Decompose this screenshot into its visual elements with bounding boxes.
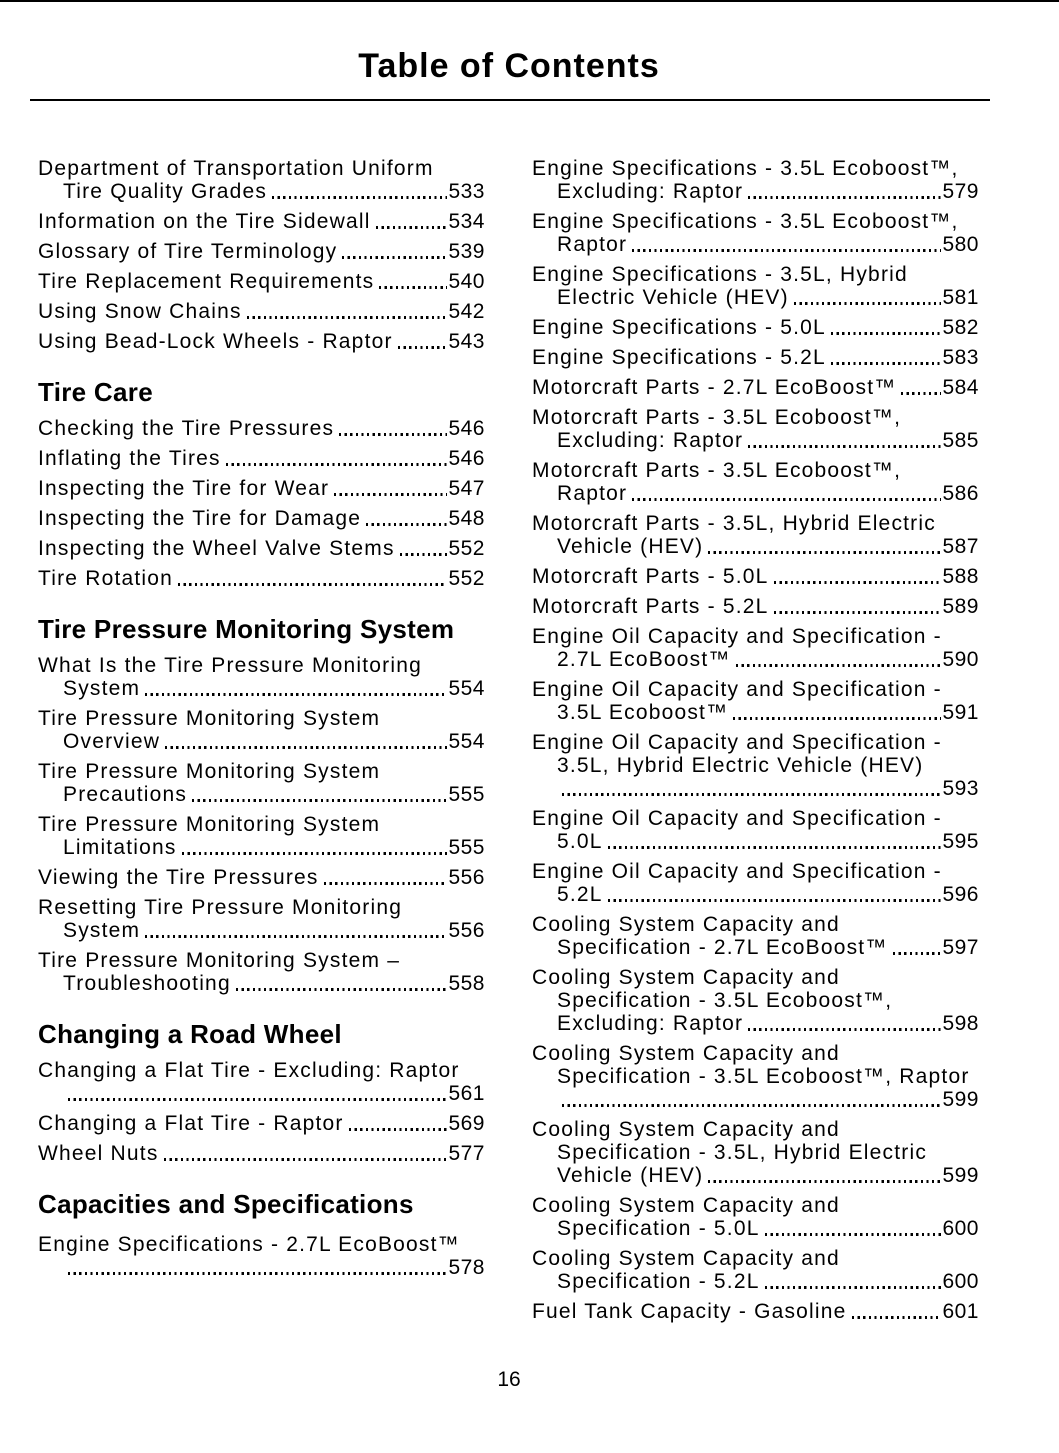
toc-entry-line (38, 567, 485, 590)
dot-leader (366, 523, 447, 526)
toc-entry[interactable] (38, 1059, 485, 1105)
toc-entry-line (532, 1270, 979, 1293)
toc-entry-line (532, 1217, 979, 1240)
dot-leader (334, 493, 447, 496)
dot-leader (272, 196, 447, 199)
toc-entry-title: Raptor (557, 482, 628, 505)
toc-entry-line (532, 316, 979, 339)
toc-entry-line (532, 883, 979, 906)
dot-leader (901, 392, 941, 395)
toc-entry-line (532, 535, 979, 558)
dot-leader (632, 249, 941, 252)
toc-entry[interactable] (532, 625, 979, 671)
toc-entry-page: 552 (448, 537, 485, 560)
toc-entry[interactable] (38, 240, 485, 263)
toc-entry-line (532, 429, 979, 452)
toc-entry-page: 569 (448, 1112, 485, 1135)
dot-leader (852, 1316, 942, 1319)
toc-entry-line (532, 482, 979, 505)
toc-entry[interactable] (38, 157, 485, 203)
toc-entry[interactable] (38, 507, 485, 530)
toc-entry-line (38, 537, 485, 560)
toc-entry-list (38, 1059, 485, 1165)
toc-entry[interactable] (532, 157, 979, 203)
toc-entry-line: Motorcraft Parts - 3.5L Ecoboost™, (532, 406, 902, 429)
toc-entry-line: Engine Specifications - 3.5L Ecoboost™, (532, 210, 959, 233)
toc-entry-title: Changing a Flat Tire - Raptor (38, 1112, 344, 1135)
dot-leader (562, 793, 941, 796)
toc-entry[interactable] (38, 1233, 485, 1279)
toc-entry-line: Resetting Tire Pressure Monitoring (38, 896, 403, 919)
toc-entry-line: Motorcraft Parts - 3.5L, Hybrid Electric (532, 512, 936, 535)
toc-entry[interactable] (38, 654, 485, 700)
dot-leader (178, 583, 447, 586)
toc-entry-line (532, 286, 979, 309)
toc-entry-page: 546 (448, 447, 485, 470)
toc-entry-title: Tire Quality Grades (63, 180, 268, 203)
dot-leader (608, 899, 942, 902)
toc-entry-title: Checking the Tire Pressures (38, 417, 335, 440)
toc-entry-line (532, 233, 979, 256)
toc-entry[interactable] (532, 316, 979, 339)
toc-entry[interactable] (532, 1300, 979, 1323)
toc-entry-line (38, 866, 485, 889)
dot-leader (379, 286, 447, 289)
toc-entry-line: Tire Pressure Monitoring System (38, 707, 381, 730)
toc-entry-list (38, 417, 485, 590)
toc-entry[interactable] (38, 949, 485, 995)
toc-entry[interactable] (532, 1042, 979, 1111)
toc-entry[interactable] (38, 1112, 485, 1135)
toc-entry-line (532, 346, 979, 369)
toc-entry-page: 584 (942, 376, 979, 399)
toc-entry-line (38, 1082, 485, 1105)
toc-entry[interactable] (532, 1247, 979, 1293)
toc-entry-title: Raptor (557, 233, 628, 256)
toc-entry-page: 595 (942, 830, 979, 853)
toc-entry-title: Glossary of Tire Terminology (38, 240, 338, 263)
toc-entry-title: 2.7L EcoBoost™ (557, 648, 731, 671)
toc-entry-title: Tire Rotation (38, 567, 174, 590)
title-divider (30, 99, 990, 101)
toc-entry[interactable] (532, 210, 979, 256)
toc-entry-line: Engine Oil Capacity and Specification - (532, 807, 942, 830)
toc-entry-line: Engine Oil Capacity and Specification - (532, 860, 942, 883)
toc-entry-line: Cooling System Capacity and (532, 1042, 840, 1065)
toc-entry-line: Specification - 3.5L Ecoboost™, Raptor (557, 1065, 970, 1088)
toc-entry-line: Motorcraft Parts - 3.5L Ecoboost™, (532, 459, 902, 482)
toc-entry-title: Using Bead-Lock Wheels - Raptor (38, 330, 393, 353)
toc-entry-page: 591 (942, 701, 979, 724)
toc-entry[interactable] (38, 330, 485, 353)
toc-entry-line (38, 677, 485, 700)
toc-entry-title: Vehicle (HEV) (557, 535, 704, 558)
toc-entry-line: Tire Pressure Monitoring System (38, 760, 381, 783)
toc-entry-page: 582 (942, 316, 979, 339)
toc-entry-page: 599 (942, 1164, 979, 1187)
toc-entry-page: 590 (942, 648, 979, 671)
toc-entry-line (38, 1112, 485, 1135)
toc-entry-title: Motorcraft Parts - 5.0L (532, 565, 769, 588)
toc-entry-line: Cooling System Capacity and (532, 966, 840, 989)
dot-leader (165, 746, 447, 749)
dot-leader (736, 664, 942, 667)
toc-entry-line: Specification - 3.5L Ecoboost™, (557, 989, 893, 1012)
toc-entry-page: 542 (448, 300, 485, 323)
toc-entry-line: Engine Specifications - 2.7L EcoBoost™ (38, 1233, 460, 1256)
toc-entry-page: 597 (942, 936, 979, 959)
toc-entry-title: 5.2L (557, 883, 603, 906)
toc-entry-line (532, 376, 979, 399)
toc-entry[interactable] (38, 813, 485, 859)
toc-entry-title: Limitations (63, 836, 177, 859)
toc-entry-line (532, 565, 979, 588)
toc-entry[interactable] (38, 210, 485, 233)
dot-leader (748, 445, 941, 448)
toc-entry-page: 601 (942, 1300, 979, 1323)
toc-entry-line (38, 919, 485, 942)
toc-entry-line (38, 270, 485, 293)
toc-entry-title: Inspecting the Tire for Wear (38, 477, 330, 500)
toc-entry-page: 580 (942, 233, 979, 256)
toc-entry-page: 556 (448, 919, 485, 942)
toc-entry-title: System (63, 677, 141, 700)
toc-entry-list (38, 654, 485, 995)
dot-leader (182, 852, 448, 855)
toc-entry-line (38, 783, 485, 806)
dot-leader (831, 332, 942, 335)
toc-entry-list (38, 157, 485, 353)
toc-entry-title: Vehicle (HEV) (557, 1164, 704, 1187)
toc-entry-page: 588 (942, 565, 979, 588)
toc-entry-line: Specification - 3.5L, Hybrid Electric (557, 1141, 928, 1164)
section-heading: Capacities and Specifications (38, 1189, 414, 1219)
toc-entry-line: Engine Oil Capacity and Specification - (532, 731, 942, 754)
toc-entry-page: 586 (942, 482, 979, 505)
dot-leader (376, 226, 448, 229)
toc-entry-page: 546 (448, 417, 485, 440)
toc-entry-page: 577 (448, 1142, 485, 1165)
toc-entry-title: Excluding: Raptor (557, 1012, 744, 1035)
toc-column-2 (532, 157, 979, 1330)
toc-entry[interactable] (38, 537, 485, 560)
section-heading: Changing a Road Wheel (38, 1019, 342, 1049)
toc-entry-line: Cooling System Capacity and (532, 913, 840, 936)
dot-leader (68, 1098, 447, 1101)
dot-leader (400, 553, 448, 556)
toc-entry[interactable] (38, 477, 485, 500)
toc-entry-line (38, 1256, 485, 1279)
toc-entry-line (38, 477, 485, 500)
toc-entry-title: Viewing the Tire Pressures (38, 866, 319, 889)
toc-entry[interactable] (532, 459, 979, 505)
toc-entry-line (38, 972, 485, 995)
dot-leader (748, 1028, 941, 1031)
toc-entry-page: 555 (448, 783, 485, 806)
dot-leader (164, 1158, 448, 1161)
toc-entry-page: 552 (448, 567, 485, 590)
toc-entry[interactable] (532, 966, 979, 1035)
toc-entry-title: Excluding: Raptor (557, 429, 744, 452)
toc-entry[interactable] (532, 263, 979, 309)
section-heading: Tire Care (38, 377, 153, 407)
toc-entry-line (38, 507, 485, 530)
toc-entry[interactable] (532, 807, 979, 853)
dot-leader (765, 1233, 942, 1236)
toc-entry-line (532, 1164, 979, 1187)
toc-entry-title: Motorcraft Parts - 2.7L EcoBoost™ (532, 376, 897, 399)
toc-entry-title: Excluding: Raptor (557, 180, 744, 203)
section-heading: Tire Pressure Monitoring System (38, 614, 455, 644)
toc-entry-page: 547 (448, 477, 485, 500)
toc-entry-title: Specification - 5.2L (557, 1270, 760, 1293)
toc-column-1 (38, 157, 485, 1286)
toc-entry-page: 539 (448, 240, 485, 263)
toc-entry-page: 548 (448, 507, 485, 530)
page-number: 16 (497, 1368, 521, 1391)
toc-entry-page: 600 (942, 1270, 979, 1293)
toc-entry-line: Tire Pressure Monitoring System – (38, 949, 401, 972)
toc-entry-title: Fuel Tank Capacity - Gasoline (532, 1300, 847, 1323)
toc-entry[interactable] (532, 678, 979, 724)
toc-entry-line (532, 1088, 979, 1111)
toc-entry-page: 534 (448, 210, 485, 233)
dot-leader (349, 1128, 448, 1131)
toc-entry-title: 5.0L (557, 830, 603, 853)
toc-entry-line: Cooling System Capacity and (532, 1118, 840, 1141)
toc-entry-line (532, 701, 979, 724)
dot-leader (226, 463, 448, 466)
toc-entry-line: What Is the Tire Pressure Monitoring (38, 654, 422, 677)
toc-entry-page: 581 (942, 286, 979, 309)
toc-entry-line: Cooling System Capacity and (532, 1194, 840, 1217)
dot-leader (324, 882, 448, 885)
toc-entry-line: Engine Oil Capacity and Specification - (532, 625, 942, 648)
dot-leader (339, 433, 447, 436)
dot-leader (632, 498, 941, 501)
toc-page (0, 2, 1059, 1391)
toc-entry-page: 579 (942, 180, 979, 203)
toc-entry-page: 600 (942, 1217, 979, 1240)
toc-entry-page: 585 (942, 429, 979, 452)
toc-entry[interactable] (38, 300, 485, 323)
toc-entry[interactable] (532, 731, 979, 800)
dot-leader (342, 256, 447, 259)
toc-entry-line: Department of Transportation Uniform (38, 157, 434, 180)
toc-entry-page: 554 (448, 730, 485, 753)
toc-entry[interactable] (532, 512, 979, 558)
dot-leader (893, 952, 942, 955)
dot-leader (733, 717, 941, 720)
toc-columns (38, 157, 980, 1330)
toc-entry-line (532, 595, 979, 618)
toc-entry[interactable] (532, 1194, 979, 1240)
toc-entry-page: 558 (448, 972, 485, 995)
toc-entry-title: Electric Vehicle (HEV) (557, 286, 789, 309)
toc-entry-line (532, 1300, 979, 1323)
toc-entry[interactable] (532, 595, 979, 618)
toc-entry-title: Tire Replacement Requirements (38, 270, 375, 293)
toc-entry-line (38, 417, 485, 440)
toc-entry-line (532, 777, 979, 800)
toc-entry[interactable] (38, 896, 485, 942)
dot-leader (774, 581, 942, 584)
dot-leader (145, 693, 447, 696)
toc-entry[interactable] (532, 376, 979, 399)
dot-leader (748, 196, 941, 199)
toc-entry-page: 561 (448, 1082, 485, 1105)
toc-entry-title: Inflating the Tires (38, 447, 221, 470)
toc-entry-line (38, 330, 485, 353)
toc-entry-line (532, 648, 979, 671)
toc-entry-line (38, 300, 485, 323)
toc-entry-line: Tire Pressure Monitoring System (38, 813, 381, 836)
toc-entry-page: 589 (942, 595, 979, 618)
dot-leader (774, 611, 942, 614)
toc-entry[interactable] (38, 567, 485, 590)
toc-entry-page: 578 (448, 1256, 485, 1279)
toc-entry-line (38, 180, 485, 203)
toc-entry[interactable] (532, 860, 979, 906)
toc-entry-page: 587 (942, 535, 979, 558)
dot-leader (765, 1286, 942, 1289)
toc-entry-list (532, 157, 979, 1323)
toc-entry[interactable] (38, 447, 485, 470)
toc-entry-title: Engine Specifications - 5.2L (532, 346, 826, 369)
toc-entry-line: Engine Specifications - 3.5L Ecoboost™, (532, 157, 959, 180)
toc-entry-title: Wheel Nuts (38, 1142, 159, 1165)
toc-entry-page: 533 (448, 180, 485, 203)
dot-leader (247, 316, 448, 319)
toc-entry[interactable] (38, 707, 485, 753)
dot-leader (608, 846, 942, 849)
toc-entry-line: Engine Oil Capacity and Specification - (532, 678, 942, 701)
toc-entry-line (38, 836, 485, 859)
toc-entry-page: 554 (448, 677, 485, 700)
toc-entry-title: Inspecting the Wheel Valve Stems (38, 537, 395, 560)
toc-entry-line (38, 240, 485, 263)
dot-leader (398, 346, 448, 349)
toc-entry-page: 599 (942, 1088, 979, 1111)
page-title: Table of Contents (358, 47, 660, 85)
toc-entry[interactable] (38, 760, 485, 806)
toc-entry-line (38, 1142, 485, 1165)
toc-entry-line: 3.5L, Hybrid Electric Vehicle (HEV) (557, 754, 924, 777)
toc-entry-line (38, 210, 485, 233)
toc-entry-title: Specification - 2.7L EcoBoost™ (557, 936, 888, 959)
toc-entry[interactable] (532, 913, 979, 959)
toc-entry[interactable] (38, 270, 485, 293)
toc-entry[interactable] (532, 565, 979, 588)
toc-entry-title: Motorcraft Parts - 5.2L (532, 595, 769, 618)
toc-entry-line (532, 830, 979, 853)
toc-entry-page: 556 (448, 866, 485, 889)
toc-entry-title: Inspecting the Tire for Damage (38, 507, 362, 530)
dot-leader (192, 799, 447, 802)
toc-entry-line: Cooling System Capacity and (532, 1247, 840, 1270)
dot-leader (708, 1180, 941, 1183)
toc-entry[interactable] (532, 346, 979, 369)
toc-entry-title: Overview (63, 730, 161, 753)
toc-entry-line (38, 730, 485, 753)
toc-entry-page: 583 (942, 346, 979, 369)
toc-entry-title: Using Snow Chains (38, 300, 242, 323)
toc-entry-title: 3.5L Ecoboost™ (557, 701, 729, 724)
dot-leader (145, 935, 447, 938)
dot-leader (236, 988, 448, 991)
dot-leader (794, 302, 942, 305)
toc-entry-page: 543 (448, 330, 485, 353)
toc-entry-line (532, 936, 979, 959)
dot-leader (562, 1104, 941, 1107)
toc-entry-title: System (63, 919, 141, 942)
dot-leader (708, 551, 941, 554)
toc-entry-page: 540 (448, 270, 485, 293)
toc-entry[interactable] (532, 406, 979, 452)
toc-entry-line: Engine Specifications - 3.5L, Hybrid (532, 263, 908, 286)
toc-entry[interactable] (38, 417, 485, 440)
toc-entry-line: Changing a Flat Tire - Excluding: Raptor (38, 1059, 460, 1082)
toc-entry-list (38, 1233, 485, 1279)
toc-entry[interactable] (38, 1142, 485, 1165)
dot-leader (831, 362, 942, 365)
toc-entry-line (532, 1012, 979, 1035)
toc-entry-page: 598 (942, 1012, 979, 1035)
toc-entry[interactable] (532, 1118, 979, 1187)
toc-entry-page: 555 (448, 836, 485, 859)
toc-entry-line (532, 180, 979, 203)
dot-leader (68, 1272, 447, 1275)
toc-entry-title: Engine Specifications - 5.0L (532, 316, 826, 339)
toc-entry[interactable] (38, 866, 485, 889)
toc-entry-title: Troubleshooting (63, 972, 231, 995)
toc-entry-title: Precautions (63, 783, 188, 806)
toc-entry-title: Information on the Tire Sidewall (38, 210, 371, 233)
toc-entry-page: 596 (942, 883, 979, 906)
toc-entry-title: Specification - 5.0L (557, 1217, 760, 1240)
toc-entry-line (38, 447, 485, 470)
toc-entry-page: 593 (942, 777, 979, 800)
